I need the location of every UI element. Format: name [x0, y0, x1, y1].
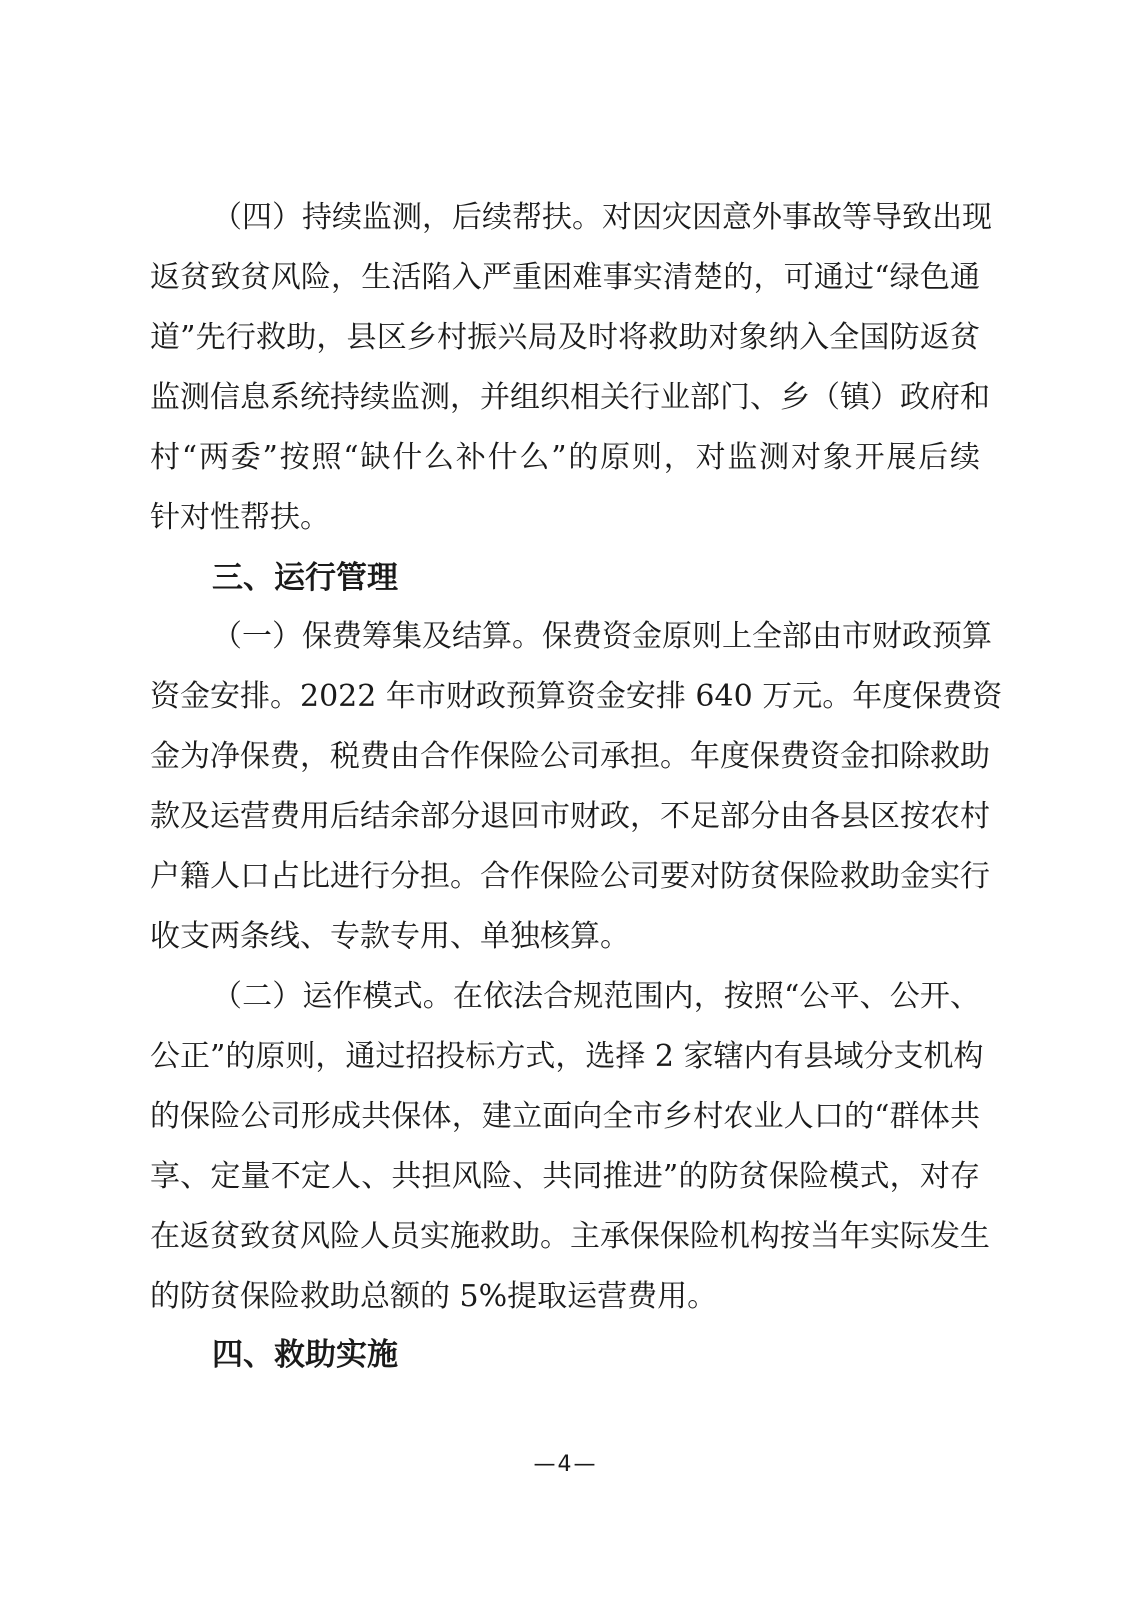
page-number: —4— — [533, 1452, 598, 1477]
paragraph-line: 返贫致贫风险，生活陷入严重困难事实清楚的，可通过“绿色通 — [150, 260, 980, 295]
paragraph-line: 的保险公司形成共保体，建立面向全市乡村农业人口的“群体共 — [150, 1099, 980, 1134]
paragraph-line: 在返贫致贫风险人员实施救助。主承保保险机构按当年实际发生 — [150, 1219, 990, 1254]
paragraph-line: 监测信息系统持续监测，并组织相关行业部门、乡（镇）政府和 — [150, 380, 990, 415]
paragraph-line: 公正”的原则，通过招投标方式，选择 2 家辖内有县域分支机构 — [150, 1039, 984, 1074]
paragraph-line: （四）持续监测，后续帮扶。对因灾因意外事故等导致出现 — [212, 200, 992, 235]
paragraph-line: 享、定量不定人、共担风险、共同推进”的防贫保险模式，对存 — [150, 1159, 980, 1194]
paragraph-line: 款及运营费用后结余部分退回市财政，不足部分由各县区按农村 — [150, 799, 990, 834]
paragraph-line: 资金安排。2022 年市财政预算资金安排 640 万元。年度保费资 — [150, 679, 1003, 714]
section-heading: 四、救助实施 — [212, 1337, 398, 1373]
paragraph-line: （二）运作模式。在依法合规范围内，按照“公平、公开、 — [212, 979, 980, 1014]
section-heading: 三、运行管理 — [212, 560, 398, 596]
paragraph-line: 道”先行救助，县区乡村振兴局及时将救助对象纳入全国防返贫 — [150, 320, 980, 355]
paragraph-line: 村“两委”按照“缺什么补什么”的原则，对监测对象开展后续 — [150, 440, 980, 475]
paragraph-line: 收支两条线、专款专用、单独核算。 — [150, 919, 630, 954]
paragraph-line: 金为净保费，税费由合作保险公司承担。年度保费资金扣除救助 — [150, 739, 990, 774]
paragraph-line: 户籍人口占比进行分担。合作保险公司要对防贫保险救助金实行 — [150, 859, 990, 894]
paragraph-line: 针对性帮扶。 — [150, 500, 330, 535]
paragraph-line: （一）保费筹集及结算。保费资金原则上全部由市财政预算 — [212, 619, 992, 654]
paragraph-line: 的防贫保险救助总额的 5%提取运营费用。 — [150, 1279, 718, 1314]
